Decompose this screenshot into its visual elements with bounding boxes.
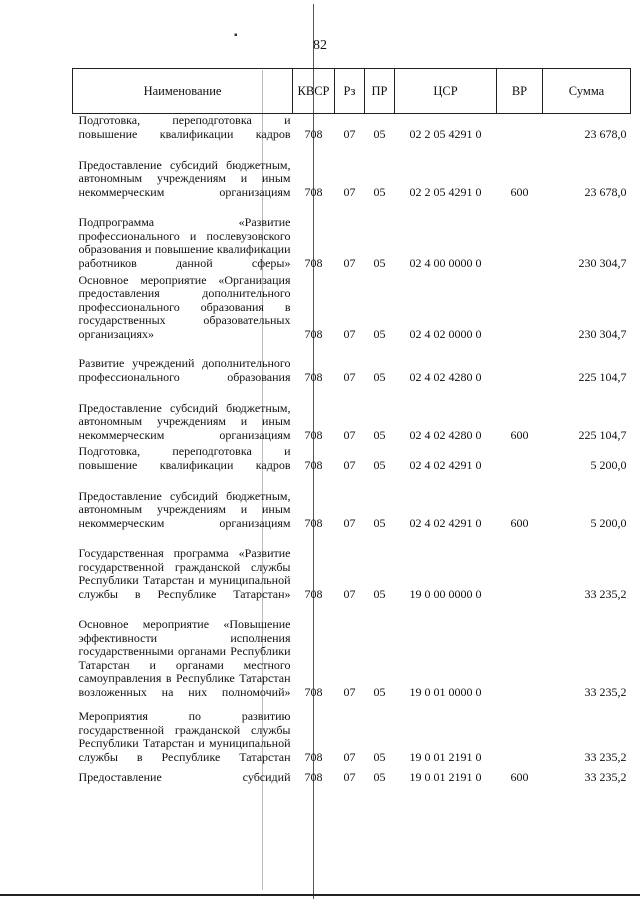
row-pr: 05 — [373, 749, 386, 764]
row-sum: 33 235,2 — [584, 684, 627, 699]
row-sum: 23 678,0 — [584, 126, 627, 141]
table-row — [73, 701, 631, 766]
row-rz: 07 — [343, 515, 356, 530]
header-kvsr: КВСР — [293, 69, 335, 114]
row-pr: 05 — [373, 769, 386, 784]
row-name: Государственная программа «Развитие государственной гражданской службы Республики Татарстан и муниципальной службы в Республике Татарстан» — [78, 546, 291, 601]
row-pr: 05 — [373, 427, 386, 442]
table-row — [73, 343, 631, 386]
row-rz: 07 — [343, 457, 356, 472]
table-row — [73, 201, 631, 272]
row-pr: 05 — [373, 457, 386, 472]
row-name: Основное мероприятие «Повышение эффективности исполнения государственными органами Республики Татарстан и органами местного самоуправления в Республике Татарстан возложенных на них полномочий» — [78, 616, 291, 699]
row-kvsr: 708 — [304, 326, 323, 341]
row-csr: 02 4 02 4291 0 — [409, 457, 482, 472]
table-row — [73, 474, 631, 532]
row-vr — [497, 444, 543, 474]
row-rz: 07 — [343, 749, 356, 764]
row-csr: 19 0 00 0000 0 — [409, 586, 482, 601]
row-vr — [497, 343, 543, 386]
table-row — [73, 766, 631, 786]
scan-speck: ▪ — [234, 30, 238, 41]
row-sum: 23 678,0 — [584, 184, 627, 199]
row-name: Подготовка, переподготовка и повышение квалификации кадров — [78, 113, 291, 141]
row-rz: 07 — [343, 369, 356, 384]
row-kvsr: 708 — [304, 586, 323, 601]
row-kvsr: 708 — [304, 457, 323, 472]
row-rz: 07 — [343, 326, 356, 341]
row-rz: 07 — [343, 427, 356, 442]
row-name: Предоставление субсидий — [78, 769, 291, 784]
row-kvsr: 708 — [304, 684, 323, 699]
row-vr — [497, 603, 543, 701]
row-kvsr: 708 — [304, 255, 323, 270]
row-csr: 02 4 02 4280 0 — [409, 369, 482, 384]
row-vr: 600 — [510, 184, 529, 199]
row-name: Предоставление субсидий бюджетным, автономным учреждениям и иным некоммерческим организациям — [78, 157, 291, 199]
header-rz: Рз — [335, 69, 365, 114]
row-name: Подготовка, переподготовка и повышение квалификации кадров — [78, 444, 291, 472]
row-csr: 02 4 02 0000 0 — [409, 326, 482, 341]
row-pr: 05 — [373, 515, 386, 530]
row-name: Подпрограмма «Развитие профессионального и послевузовского образования и повышение квалификации работников данной сферы» — [78, 215, 291, 270]
table-body — [73, 114, 631, 786]
table-row — [73, 386, 631, 444]
row-pr: 05 — [373, 255, 386, 270]
row-sum: 5 200,0 — [590, 457, 627, 472]
row-csr: 02 4 00 0000 0 — [409, 255, 482, 270]
row-sum: 225 104,7 — [578, 427, 627, 442]
row-rz: 07 — [343, 586, 356, 601]
header-name: Наименование — [73, 69, 293, 114]
header-sum: Сумма — [543, 69, 631, 114]
row-name: Мероприятия по развитию государственной гражданской службы Республики Татарстан и муниципальной службы в Республике Татарстан — [78, 709, 291, 764]
row-name: Предоставление субсидий бюджетным, автономным учреждениям и иным некоммерческим организациям — [78, 400, 291, 442]
row-csr: 19 0 01 0000 0 — [409, 684, 482, 699]
row-csr: 19 0 01 2191 0 — [409, 769, 482, 784]
header-vr: ВР — [497, 69, 543, 114]
table-header-row — [73, 69, 631, 114]
row-sum: 5 200,0 — [590, 515, 627, 530]
row-rz: 07 — [343, 684, 356, 699]
table-row — [73, 272, 631, 343]
row-pr: 05 — [373, 369, 386, 384]
row-name: Предоставление субсидий бюджетным, автономным учреждениям и иным некоммерческим организациям — [78, 488, 291, 530]
row-kvsr: 708 — [304, 126, 323, 141]
row-vr — [497, 201, 543, 272]
row-rz: 07 — [343, 126, 356, 141]
row-vr: 600 — [510, 427, 529, 442]
table-row — [73, 532, 631, 603]
row-sum: 33 235,2 — [584, 769, 627, 784]
row-csr: 02 4 02 4291 0 — [409, 515, 482, 530]
row-vr — [497, 532, 543, 603]
row-vr: 600 — [510, 515, 529, 530]
row-rz: 07 — [343, 184, 356, 199]
row-csr: 19 0 01 2191 0 — [409, 749, 482, 764]
table-row — [73, 444, 631, 474]
row-pr: 05 — [373, 586, 386, 601]
row-kvsr: 708 — [304, 749, 323, 764]
row-pr: 05 — [373, 326, 386, 341]
row-vr — [497, 701, 543, 766]
row-pr: 05 — [373, 126, 386, 141]
row-pr: 05 — [373, 684, 386, 699]
table-row — [73, 114, 631, 143]
row-rz: 07 — [343, 769, 356, 784]
row-rz: 07 — [343, 255, 356, 270]
page-number: 82 — [313, 38, 327, 53]
row-sum: 33 235,2 — [584, 586, 627, 601]
row-pr: 05 — [373, 184, 386, 199]
row-vr — [497, 272, 543, 343]
row-sum: 33 235,2 — [584, 749, 627, 764]
row-kvsr: 708 — [304, 369, 323, 384]
header-csr: ЦСР — [395, 69, 497, 114]
row-kvsr: 708 — [304, 184, 323, 199]
row-csr: 02 4 02 4280 0 — [409, 427, 482, 442]
row-sum: 230 304,7 — [578, 326, 627, 341]
table-row — [73, 603, 631, 701]
row-sum: 225 104,7 — [578, 369, 627, 384]
row-kvsr: 708 — [304, 427, 323, 442]
row-kvsr: 708 — [304, 769, 323, 784]
row-csr: 02 2 05 4291 0 — [409, 184, 482, 199]
row-name: Основное мероприятие «Организация предоставления дополнительного профессионального образования в государственных образовательных организациях» — [78, 272, 291, 341]
row-csr: 02 2 05 4291 0 — [409, 126, 482, 141]
header-pr: ПР — [365, 69, 395, 114]
row-vr — [497, 114, 543, 143]
row-sum: 230 304,7 — [578, 255, 627, 270]
row-name: Развитие учреждений дополнительного профессионального образования — [78, 356, 291, 384]
table-row — [73, 143, 631, 201]
scan-line-bottom — [0, 894, 640, 896]
row-kvsr: 708 — [304, 515, 323, 530]
budget-table — [72, 68, 631, 786]
row-vr: 600 — [510, 769, 529, 784]
